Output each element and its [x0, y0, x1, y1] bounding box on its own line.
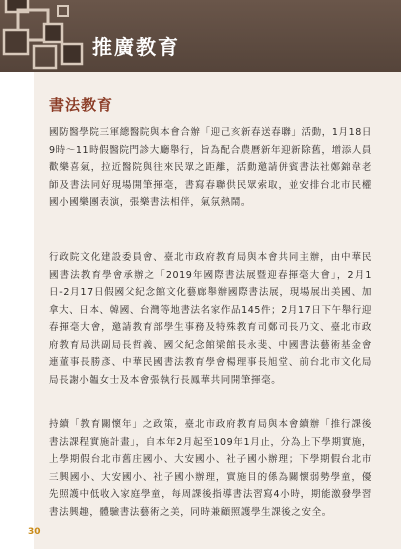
article-heading: 書法教育 [49, 96, 114, 114]
article-paragraph: 國防醫學院三軍總醫院與本會合辦「迎己亥新春送春聯」活動，1月18日9時～11時假醫院門診大廳舉行，旨為配合農曆新年迎新除舊，增添人員歡樂喜氣，拉近醫院與往來民眾之距離，活動邀請併賓書法社鄭錦韋老師及書法同好現場開筆揮毫，書寫春聯供民眾索取，並安排台北市民權國小國樂團表演，張樂書法相伴，氣氛熱鬧。 [49, 127, 372, 208]
article-paragraph: 行政院文化建設委員會、臺北市政府教育局與本會共同主辦，由中華民國書法教育學會承辦之「2019年國際書法展暨迎春揮毫大會」，2月1日-2月17日假國父紀念館文化藝廊舉辦國際書法展，現場展出美國、加拿大、日本、韓國、台灣等地書法名家作品145件；2月17日下午舉行迎春揮毫大會，邀請教育部學生事務及特殊教育司鄭司長乃文、臺北市政府教育局洪副局長哲義、國父紀念館梁館長永斐、中國書法藝術基金會連董事長勝彥、中華民國書法教育學會楊理事長旭堂、前台北市文化局局長謝小韞女士及本會張執行長鳳華共同開筆揮毫。 [49, 252, 372, 386]
article-paragraph: 持續「教育關懷年」之政策，臺北市政府教育局與本會續辦「推行課後書法課程實施計畫」，自本年2月起至109年1月止，分為上下學期實施，上學期假台北市舊庄國小、大安國小、社子國小辦理；下學期假台北市三興國小、大安國小、社子國小辦理，實施目的係為關懷弱勢學童，優先照護中低收入家庭學童，每周課後指導書法習寫4小時，期能激發學習書法興趣，體驗書法藝術之美，同時兼顧照護學生課後之安全。 [49, 419, 372, 518]
page-number: 30 [28, 527, 41, 537]
header-band [0, 0, 401, 72]
section-title: 推廣教育 [92, 35, 180, 59]
decorative-squares-logo [0, 0, 95, 72]
